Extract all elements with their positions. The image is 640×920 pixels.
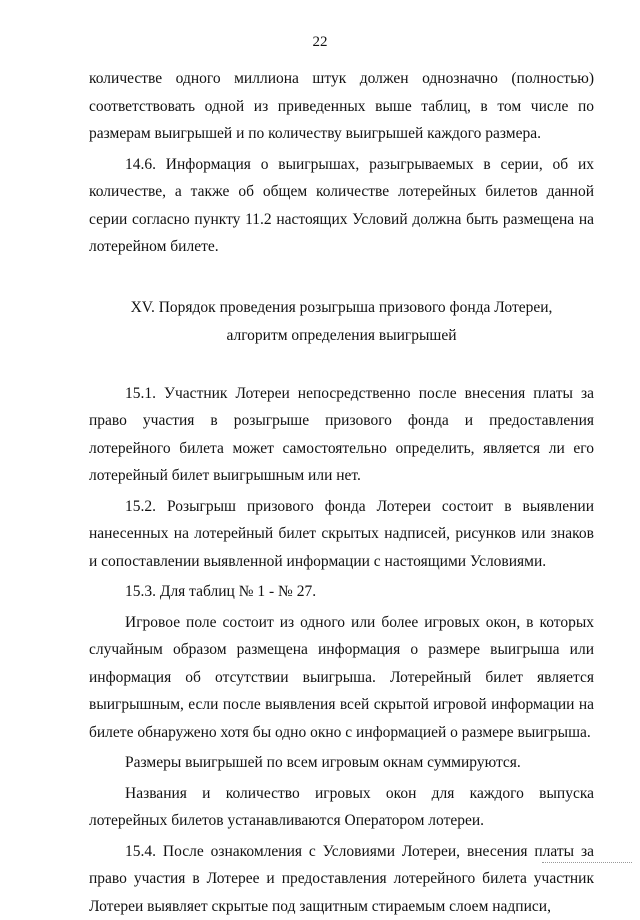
body-text	[89, 65, 594, 920]
paragraph-sum-prizes: Размеры выигрышей по всем игровым окнам суммируются.	[89, 749, 594, 777]
page-number: 22	[0, 34, 640, 51]
paragraph-window-names: Названия и количество игровых окон для каждого выпуска лотерейных билетов устанавливаются Оператором лотереи.	[89, 780, 594, 835]
paragraph-continuation: количестве одного миллиона штук должен однозначно (полностью) соответствовать одной из приведенных выше таблиц, в том числе по размерам выигрышей и по количеству выигрышей каждого размера.	[89, 65, 594, 148]
paragraph-15-1: 15.1. Участник Лотереи непосредственно после внесения платы за право участия в розыгрыше призового фонда и предоставления лотерейного билета может самостоятельно определить, является ли его лотерейный билет выигрышным или нет.	[89, 380, 594, 490]
paragraph-14-6: 14.6. Информация о выигрышах, разыгрываемых в серии, об их количестве, а также об общем количестве лотерейных билетов данной серии согласно пункту 11.2 настоящих Условий должна быть размещена на лотерейном билете.	[89, 151, 594, 261]
paragraph-game-field: Игровое поле состоит из одного или более игровых окон, в которых случайным образом размещена информация о размере выигрыша или информация об отсутствии выигрыша. Лотерейный билет является выигрышным, если после выявления всей скрытой игровой информации на билете обнаружено хотя бы одно окно с информацией о размере выигрыша.	[89, 609, 594, 747]
paragraph-15-4: 15.4. После ознакомления с Условиями Лотереи, внесения платы за право участия в Лотерее и предоставления лотерейного билета участник Лотереи выявляет скрытые под защитным стираемым слоем надписи,	[89, 838, 594, 920]
paragraph-15-3: 15.3. Для таблиц № 1 - № 27.	[89, 578, 594, 606]
paragraph-15-2: 15.2. Розыгрыш призового фонда Лотереи состоит в выявлении нанесенных на лотерейный билет скрытых надписей, рисунков или знаков и сопоставлении выявленной информации с настоящими Условиями.	[89, 493, 594, 576]
section-heading-line-1: XV. Порядок проведения розыгрыша призового фонда Лотереи,	[89, 294, 594, 322]
section-heading-line-2: алгоритм определения выигрышей	[89, 322, 594, 350]
scan-edge-mark	[542, 862, 632, 864]
section-heading	[89, 294, 594, 350]
